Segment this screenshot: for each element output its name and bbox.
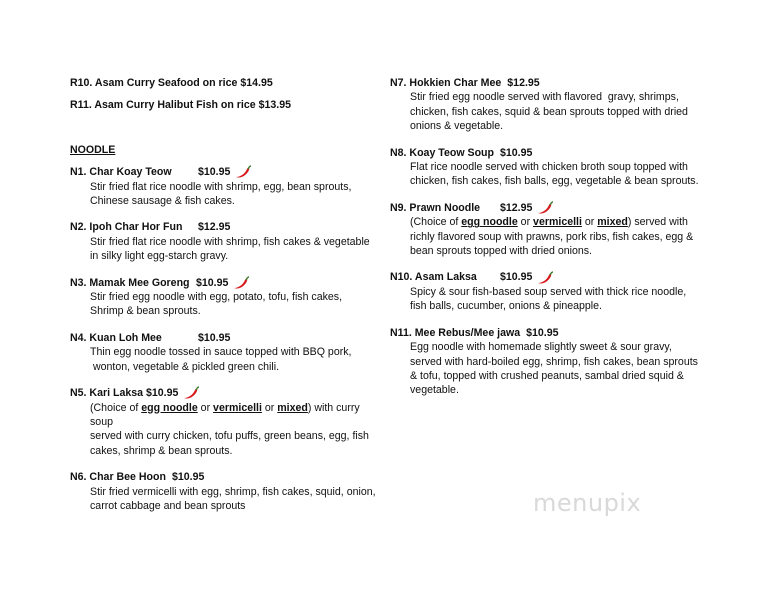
description-line: Stir fried flat rice noodle with shrimp, fish cakes & vegetable — [90, 235, 370, 248]
description-line: Thin egg noodle tossed in sauce topped with BBQ pork, — [90, 346, 352, 359]
menu-item-name: N10. Asam Laksa — [390, 271, 477, 284]
description-line: in silky light egg-starch gravy. — [90, 250, 229, 263]
menu-item — [70, 470, 376, 513]
menu-item-name: N3. Mamak Mee Goreng — [70, 276, 190, 289]
menu-item-price: $12.95 — [507, 77, 540, 89]
menu-item-header — [390, 201, 720, 215]
menu-item-header — [390, 146, 720, 160]
choice-tail-text: ) served with — [627, 216, 688, 229]
menu-item-price: $12.95 — [500, 201, 533, 214]
noodle-choice-line — [410, 215, 720, 229]
menu-item-r10: R10. Asam Curry Seafood on rice $14.95 — [70, 77, 273, 89]
menu-item-name: N4. Kuan Loh Mee — [70, 331, 162, 344]
menu-item — [70, 220, 370, 263]
menu-item-header — [70, 470, 370, 484]
choice-egg-noodle: egg noodle — [141, 401, 198, 414]
choice-or-text: or — [517, 216, 534, 229]
menu-item-name: N9. Prawn Noodle — [390, 201, 481, 214]
description-line: vegetable. — [410, 384, 459, 397]
description-line: chicken, fish cakes, squid & bean sprouts topped with dried — [410, 105, 688, 118]
description-line: cakes, shrimp & bean sprouts. — [90, 444, 233, 457]
menu-item-price: $10.95 — [500, 146, 533, 159]
menu-item-name: N6. Char Bee Hoon — [70, 471, 166, 484]
menu-item-description — [70, 235, 370, 264]
menu-item — [390, 146, 720, 189]
chili-pepper-icon — [536, 271, 554, 285]
menu-item-description — [390, 285, 720, 314]
menu-item-name: N7. Hokkien Char Mee — [390, 77, 502, 89]
description-line: served with curry chicken, tofu puffs, green beans, egg, fish — [90, 430, 369, 443]
choice-or-text: or — [581, 216, 598, 229]
description-line: Flat rice noodle served with chicken broth soup topped with — [410, 161, 688, 174]
description-line: fish balls, cucumber, onions & pineapple. — [410, 300, 602, 313]
menu-item-description — [390, 160, 720, 189]
menu-item-price: $10.95 — [171, 471, 205, 484]
menu-item — [390, 270, 720, 313]
description-line: onions & vegetable. — [410, 120, 504, 133]
menu-item-name: N1. Char Koay Teow — [70, 166, 172, 179]
menu-item-header — [70, 386, 370, 400]
chili-pepper-icon — [234, 165, 252, 179]
choice-or-text: or — [261, 401, 278, 414]
description-line: Stir fried egg noodle served with flavored gravy, shrimps, — [410, 91, 679, 104]
choice-tail-text: ) with curry soup — [90, 401, 360, 428]
menu-item-description — [390, 215, 720, 258]
menu-item-description — [70, 290, 370, 319]
description-line: & tofu, topped with crushed peanuts, sambal dried squid & — [410, 369, 684, 382]
description-line: wonton, vegetable & pickled green chili. — [90, 360, 280, 373]
menu-item-name: N11. Mee Rebus/Mee jawa — [390, 326, 521, 339]
menu-item — [70, 331, 370, 374]
menu-item-description — [390, 340, 720, 398]
menu-item-header — [70, 276, 370, 290]
menu-item-header — [390, 270, 720, 284]
choice-open-text: (Choice of — [90, 401, 142, 414]
description-line: carrot cabbage and bean sprouts — [90, 499, 246, 512]
menu-item-description — [70, 401, 370, 459]
menu-item-description — [70, 180, 370, 209]
menu-item-header — [390, 76, 720, 90]
menu-item — [390, 76, 720, 134]
choice-mixed: mixed — [597, 216, 628, 229]
menu-item — [390, 326, 720, 398]
menu-item-price: $10.95 — [198, 331, 231, 344]
choice-open-text: (Choice of — [410, 216, 462, 229]
menu-item-description — [70, 485, 376, 514]
choice-mixed: mixed — [277, 401, 308, 414]
noodle-choice-line — [90, 401, 370, 430]
menu-item-r11: R11. Asam Curry Halibut Fish on rice $13.95 — [70, 99, 291, 112]
right-column — [390, 76, 720, 410]
menu-item-price: $12.95 — [198, 221, 231, 234]
choice-or-text: or — [197, 401, 214, 414]
menu-item-price: $10.95 — [526, 326, 559, 339]
choice-egg-noodle: egg noodle — [461, 216, 518, 229]
description-line: Chinese sausage & fish cakes. — [90, 195, 235, 208]
chili-pepper-icon — [182, 386, 200, 400]
menu-item-header — [70, 165, 370, 179]
section-title-noodle: NOODLE — [70, 143, 116, 156]
menu-item-description — [390, 90, 720, 133]
menu-item-header — [70, 220, 370, 234]
menu-item-header — [390, 326, 720, 340]
description-line: Stir fried flat rice noodle with shrimp, egg, bean sprouts, — [90, 180, 352, 193]
description-line: richly flavored soup with prawns, pork ribs, fish cakes, egg & — [410, 230, 694, 243]
menu-item — [390, 201, 720, 259]
choice-vermicelli: vermicelli — [213, 401, 262, 414]
menu-item-price: $10.95 — [146, 387, 179, 400]
menu-item-name: N5. Kari Laksa — [70, 387, 144, 400]
menu-item — [70, 165, 370, 208]
left-column — [70, 76, 376, 525]
menu-item — [70, 386, 370, 458]
menu-item-description — [70, 345, 370, 374]
description-line: bean sprouts topped with dried onions. — [410, 245, 592, 258]
description-line: served with hard-boiled egg, shrimp, fish cakes, bean sprouts — [410, 355, 698, 368]
description-line: Egg noodle with homemade slightly sweet & sour gravy, — [410, 341, 672, 354]
description-line: Stir fried vermicelli with egg, shrimp, fish cakes, squid, onion, — [90, 485, 376, 498]
description-line: Spicy & sour fish-based soup served with thick rice noodle, — [410, 285, 687, 298]
menu-item-price: $10.95 — [196, 276, 229, 289]
chili-pepper-icon — [232, 276, 250, 290]
choice-vermicelli: vermicelli — [533, 216, 582, 229]
chili-pepper-icon — [536, 201, 554, 215]
description-line: Shrimp & bean sprouts. — [90, 305, 201, 318]
menu-item-price: $10.95 — [500, 271, 533, 284]
menupix-watermark: menupix — [533, 489, 642, 517]
menu-item-name: N2. Ipoh Char Hor Fun — [70, 221, 183, 234]
description-line: Stir fried egg noodle with egg, potato, tofu, fish cakes, — [90, 291, 343, 304]
noodle-list-left — [70, 165, 376, 513]
menu-item-header — [70, 331, 370, 345]
noodle-list-right — [390, 76, 720, 398]
menu-item-name: N8. Koay Teow Soup — [390, 146, 494, 159]
menu-item-price: $10.95 — [198, 166, 231, 179]
menu-item — [70, 276, 370, 319]
description-line: chicken, fish cakes, fish balls, egg, vegetable & bean sprouts. — [410, 175, 699, 188]
